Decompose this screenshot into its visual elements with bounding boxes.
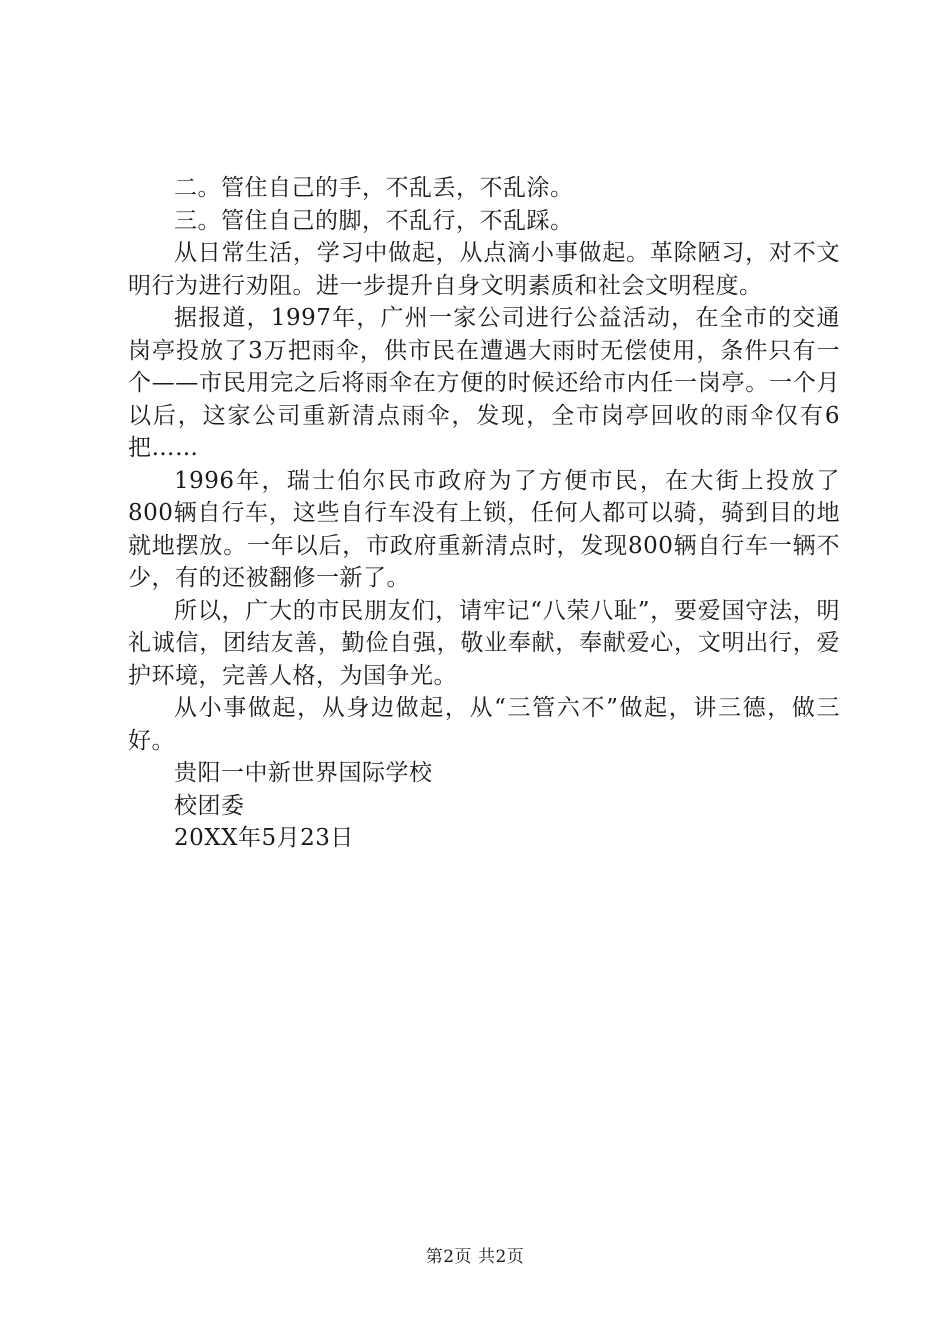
paragraph-daily-life: 从日常生活，学习中做起，从点滴小事做起。革除陋习，对不文明行为进行劝阻。进一步提升自身文明素质和社会文明程度。 (128, 240, 840, 299)
paragraph-2: 二。管住自己的手，不乱丢，不乱涂。 (174, 175, 574, 201)
document-body (128, 172, 840, 855)
paragraph-3: 三。管住自己的脚，不乱行，不乱踩。 (174, 207, 574, 234)
paragraph-guangzhou-umbrellas: 据报道，1997年，广州一家公司进行公益活动，在全市的交通岗亭投放了3万把雨伞，供市民在遭遇大雨时无偿使用，条件只有一个——市民用完之后将雨伞在方便的时候还给市内任一岗亭。一个月以后，这家公司重新清点雨伞，发现，全市岗亭回收的雨伞仅有6把…… (128, 305, 840, 461)
paragraph-closing: 从小事做起，从身边做起，从“三管六不”做起，讲三德，做三好。 (128, 695, 840, 754)
paragraph-appeal: 所以，广大的市民朋友们，请牢记“八荣八耻”，要爱国守法，明礼诚信，团结友善，勤俭自强，敬业奉献，奉献爱心，文明出行，爱护环境，完善人格，为国争光。 (128, 597, 840, 689)
paragraph-bern-bicycles: 1996年，瑞士伯尔民市政府为了方便市民，在大街上投放了800辆自行车，这些自行车没有上锁，任何人都可以骑，骑到目的地就地摆放。一年以后，市政府重新清点时，发现800辆自行车一辆不少，有的还被翻修一新了。 (128, 467, 840, 591)
signature-date: 20XX年5月23日 (174, 825, 354, 851)
page-number-footer: 第2页 共2页 (425, 1247, 525, 1267)
signature-department: 校团委 (174, 792, 245, 819)
signature-school: 贵阳一中新世界国际学校 (174, 760, 433, 786)
